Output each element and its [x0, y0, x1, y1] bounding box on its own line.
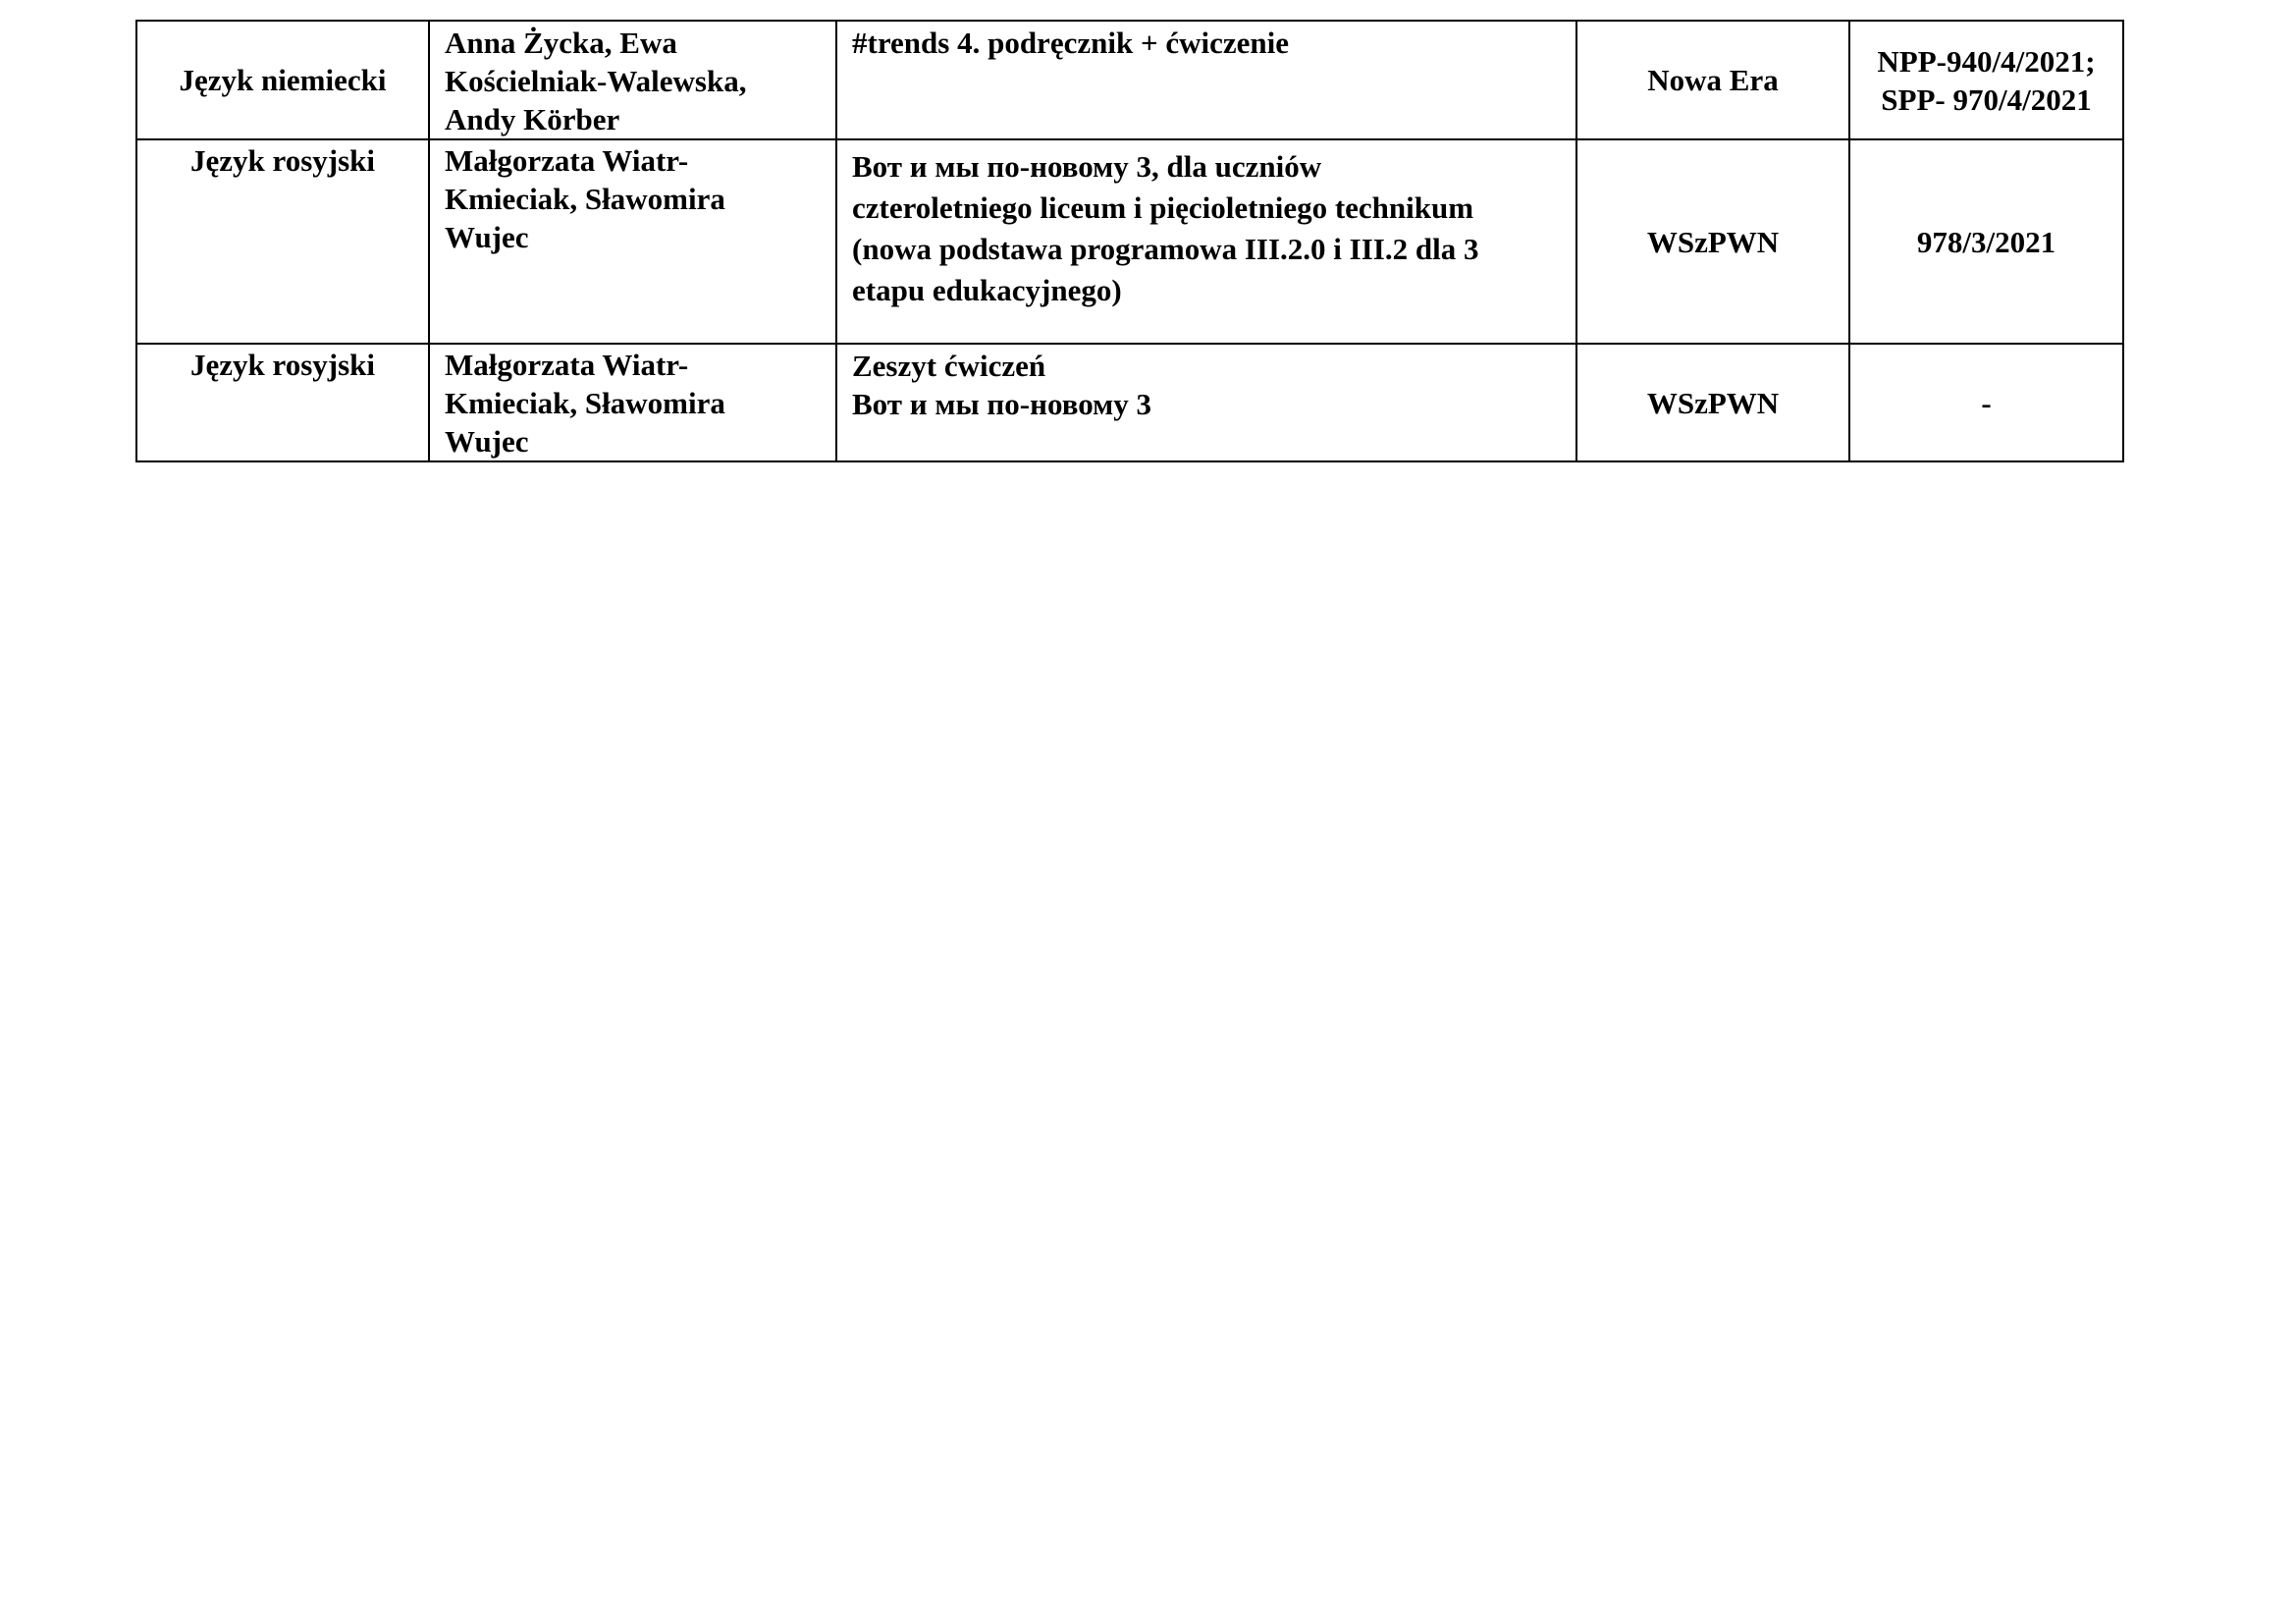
- table-row: [136, 344, 2123, 461]
- approval-number-cell: [1849, 139, 2123, 344]
- approval-number-cell: [1849, 21, 2123, 139]
- publisher-cell: WSzPWN: [1576, 344, 1849, 461]
- title-cell: [836, 21, 1576, 139]
- subject-cell: Język rosyjski: [136, 139, 429, 344]
- author-line: Anna Życka, Ewa: [445, 26, 677, 60]
- approval-number-line: -: [1981, 385, 1992, 420]
- title-cell: [836, 344, 1576, 461]
- subject-cell: Język niemiecki: [136, 21, 429, 139]
- approval-number-line: NPP-940/4/2021;: [1877, 43, 2096, 79]
- author-line: Kmieciak, Sławomira: [445, 182, 725, 216]
- publisher-cell: WSzPWN: [1576, 139, 1849, 344]
- authors-cell: [429, 139, 836, 344]
- textbook-table: [135, 20, 2124, 462]
- title-line: (nowa podstawa programowa III.2.0 i III.2 dla 3: [852, 232, 1479, 266]
- subject-cell: Język rosyjski: [136, 344, 429, 461]
- author-line: Kościelniak-Walewska,: [445, 64, 747, 98]
- title-line: Вот и мы по-новому 3, dla uczniów: [852, 149, 1322, 184]
- approval-number-cell: [1849, 344, 2123, 461]
- author-line: Andy Körber: [445, 102, 620, 136]
- title-cell: [836, 139, 1576, 344]
- approval-number-line: SPP- 970/4/2021: [1881, 81, 2092, 117]
- author-line: Wujec: [445, 220, 529, 254]
- publisher-cell: Nowa Era: [1576, 21, 1849, 139]
- title-line: etapu edukacyjnego): [852, 273, 1122, 307]
- authors-cell: [429, 344, 836, 461]
- title-line: Вот и мы по-новому 3: [852, 387, 1152, 421]
- authors-cell: [429, 21, 836, 139]
- title-line: #trends 4. podręcznik + ćwiczenie: [852, 26, 1290, 60]
- title-line: Zeszyt ćwiczeń: [852, 349, 1046, 383]
- author-line: Małgorzata Wiatr-: [445, 348, 689, 382]
- table-row: [136, 139, 2123, 344]
- table-row: [136, 21, 2123, 139]
- approval-number-line: 978/3/2021: [1916, 224, 2056, 259]
- author-line: Wujec: [445, 424, 529, 459]
- author-line: Kmieciak, Sławomira: [445, 386, 725, 420]
- title-line: czteroletniego liceum i pięcioletniego technikum: [852, 190, 1474, 225]
- author-line: Małgorzata Wiatr-: [445, 143, 689, 178]
